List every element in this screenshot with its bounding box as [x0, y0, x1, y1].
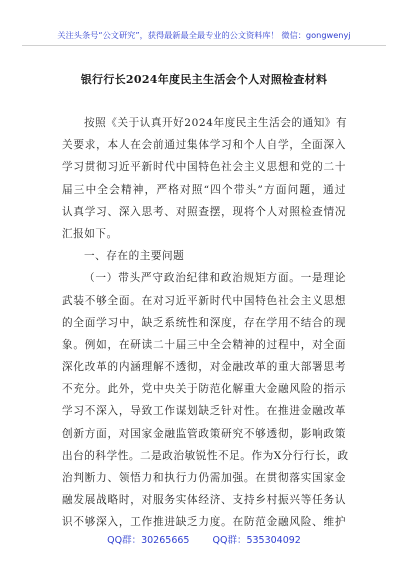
- paragraph-line: 学习贯彻习近平新时代中国特色社会主义思想和党的二十: [62, 161, 346, 174]
- section-heading: 一、存在的主要问题: [84, 250, 185, 263]
- paragraph-line: 认真学习、深入思考、对照查摆，现将个人对照检查情况: [62, 205, 346, 218]
- footer-qq-groups: [0, 532, 408, 546]
- paragraph-line: 按照《关于认真开好2024年度民主生活会的通知》有: [84, 117, 348, 129]
- paragraph-line: 的全面学习中，缺乏系统性和深度，存在学用不结合的现: [62, 316, 346, 329]
- paragraph-line: 识不够深入，工作推进缺乏力度。在防范金融风险、维护: [62, 516, 346, 529]
- paragraph-line: 武装不够全面。在对习近平新时代中国特色社会主义思想: [62, 294, 346, 307]
- header-promo-note: 关注头条号“公文研究”，获得最新最全最专业的公文资料库！ 微信：gongwenyj: [57, 30, 351, 40]
- paragraph-line: 汇报如下。: [62, 227, 118, 240]
- document-title: 银行行长2024年度民主生活会个人对照检查材料: [80, 73, 328, 86]
- paragraph-line: 象。例如，在研读二十届三中全会精神的过程中，对全面: [62, 338, 346, 351]
- paragraph-line: 治判断力、领悟力和执行力仍需加强。在贯彻落实国家金: [62, 472, 346, 484]
- document-body: [62, 112, 349, 534]
- paragraph-line: 创新方面，对国家金融监管政策研究不够透彻，影响政策: [62, 427, 346, 440]
- paragraph-line: 出台的科学性。二是政治敏锐性不足。作为X分行行长，政: [62, 449, 349, 462]
- paragraph-line: 届三中全会精神，严格对照“四个带头”方面问题，通过: [62, 183, 346, 196]
- paragraph-line: 融发展战略时，对服务实体经济、支持乡村振兴等任务认: [62, 494, 346, 507]
- footer-qq-group-1: QQ群：30265665: [107, 535, 190, 546]
- header-divider: [22, 45, 386, 46]
- paragraph-line: 深化改革的内涵理解不透彻，对金融改革的重大部署思考: [62, 361, 346, 374]
- footer-qq-group-2: QQ群：535304092: [212, 535, 301, 546]
- paragraph-line: 关要求，本人在会前通过集体学习和个人自学，全面深入: [62, 139, 346, 152]
- paragraph-line: 不充分。此外，党中央关于防范化解重大金融风险的指示: [62, 383, 346, 396]
- paragraph-line: 学习不深入，导致工作谋划缺乏针对性。在推进金融改革: [62, 405, 346, 418]
- paragraph-line: （一）带头严守政治纪律和政治规矩方面。一是理论: [84, 272, 346, 285]
